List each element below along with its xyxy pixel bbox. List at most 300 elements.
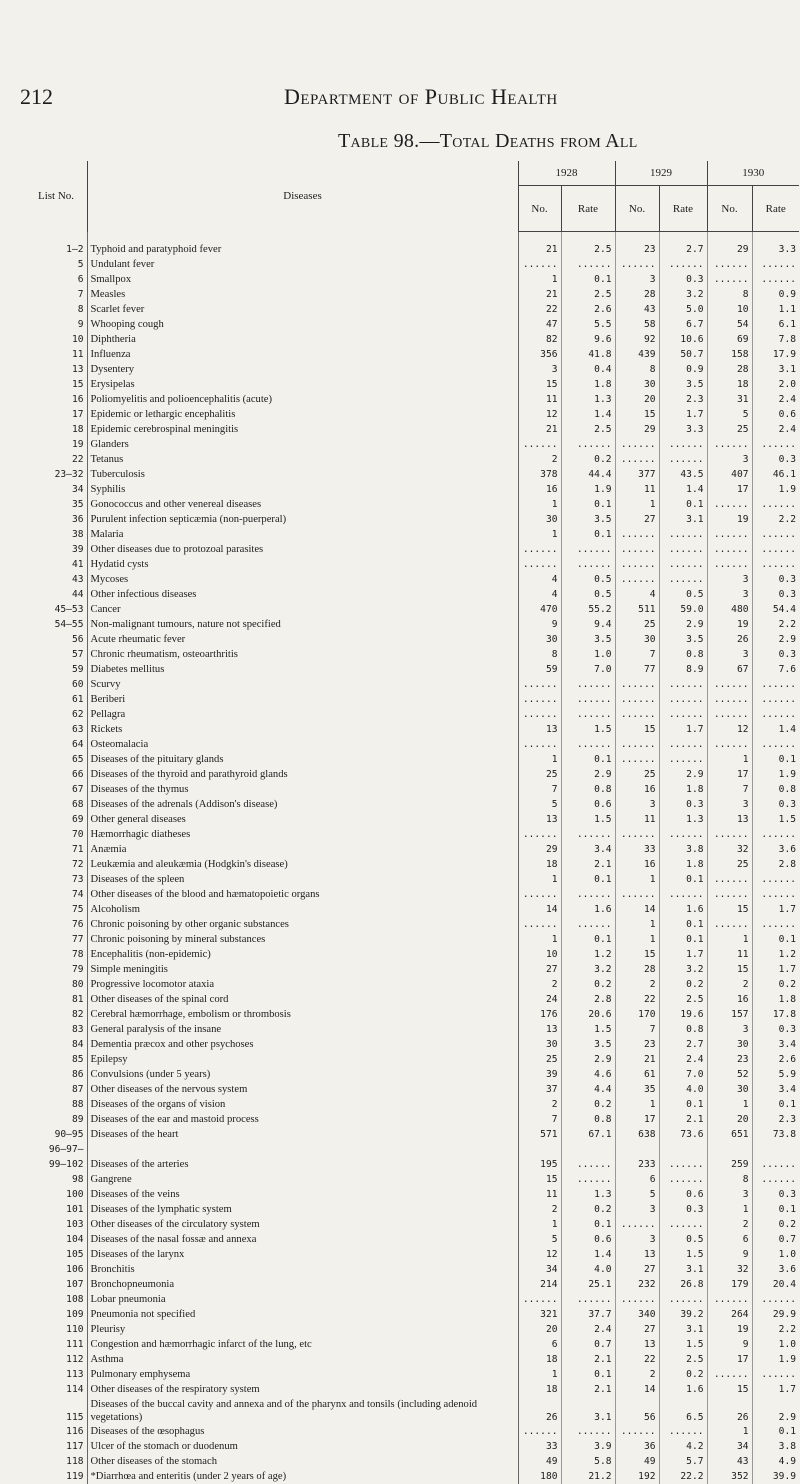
death-rate: 2.9 [561, 767, 615, 782]
deaths-count: 14 [518, 902, 561, 917]
death-rate: 3.8 [659, 842, 707, 857]
table-row [18, 827, 799, 842]
disease-name: Convulsions (under 5 years) [87, 1067, 518, 1082]
death-rate: ...... [561, 707, 615, 722]
death-rate: ...... [659, 1157, 707, 1172]
death-rate: 1.7 [752, 1382, 799, 1397]
deaths-count: 11 [518, 392, 561, 407]
table-row [18, 1157, 799, 1172]
death-rate: 2.9 [659, 617, 707, 632]
deaths-count: 82 [518, 332, 561, 347]
death-rate: 0.1 [561, 527, 615, 542]
deaths-count: 7 [518, 1112, 561, 1127]
deaths-count: 13 [615, 1337, 659, 1352]
death-rate: ...... [659, 557, 707, 572]
death-rate: 1.5 [561, 722, 615, 737]
death-rate: ...... [659, 1292, 707, 1307]
deaths-count: 22 [615, 1352, 659, 1367]
deaths-count: 27 [518, 962, 561, 977]
death-rate: 0.1 [752, 1097, 799, 1112]
death-rate: 21.2 [561, 1469, 615, 1484]
deaths-count: 25 [615, 617, 659, 632]
death-rate: 1.4 [659, 482, 707, 497]
table-row [18, 782, 799, 797]
death-rate: 0.6 [659, 1187, 707, 1202]
death-rate: ...... [752, 707, 799, 722]
deaths-count: 25 [518, 1052, 561, 1067]
death-rate: 2.5 [561, 242, 615, 257]
deaths-count: 58 [615, 317, 659, 332]
deaths-count: 28 [615, 962, 659, 977]
table-row [18, 752, 799, 767]
death-rate: ...... [561, 677, 615, 692]
deaths-count: 1 [707, 1202, 752, 1217]
death-rate: 0.3 [752, 647, 799, 662]
deaths-count: 27 [615, 512, 659, 527]
death-rate: 0.2 [752, 977, 799, 992]
death-rate: 1.5 [659, 1337, 707, 1352]
death-rate: 0.1 [659, 917, 707, 932]
deaths-count: 259 [707, 1157, 752, 1172]
deaths-count: 29 [615, 422, 659, 437]
list-number: 83 [18, 1022, 87, 1037]
death-rate: 1.5 [659, 1247, 707, 1262]
table-row [18, 692, 799, 707]
death-rate: ...... [752, 1367, 799, 1382]
table-row [18, 587, 799, 602]
death-rate: ...... [752, 917, 799, 932]
death-rate: ...... [659, 572, 707, 587]
deaths-count: 39 [518, 1067, 561, 1082]
death-rate: 0.2 [561, 977, 615, 992]
deaths-count: 1 [707, 752, 752, 767]
list-number: 38 [18, 527, 87, 542]
deaths-count: 2 [707, 977, 752, 992]
death-rate: 2.1 [561, 1382, 615, 1397]
deaths-count: 179 [707, 1277, 752, 1292]
deaths-count: 29 [518, 842, 561, 857]
deaths-count: 30 [707, 1037, 752, 1052]
death-rate: ...... [659, 452, 707, 467]
death-rate: 1.5 [561, 812, 615, 827]
deaths-count: 33 [518, 1439, 561, 1454]
death-rate: 0.2 [561, 1097, 615, 1112]
table-row [18, 512, 799, 527]
death-rate: 7.0 [561, 662, 615, 677]
disease-name: Rickets [87, 722, 518, 737]
death-rate: 2.9 [659, 767, 707, 782]
disease-name: Scarlet fever [87, 302, 518, 317]
death-rate [752, 1142, 799, 1157]
death-rate: 17.8 [752, 1007, 799, 1022]
deaths-count: 25 [518, 767, 561, 782]
death-rate: 2.3 [659, 392, 707, 407]
death-rate: 0.9 [752, 287, 799, 302]
deaths-count: 25 [707, 422, 752, 437]
death-rate: 2.6 [752, 1052, 799, 1067]
disease-name: Bronchitis [87, 1262, 518, 1277]
no-header: No. [518, 186, 561, 232]
disease-name: Tetanus [87, 452, 518, 467]
death-rate: 0.1 [561, 1367, 615, 1382]
disease-name: Mycoses [87, 572, 518, 587]
death-rate: 1.9 [752, 482, 799, 497]
deaths-count: 8 [707, 1172, 752, 1187]
death-rate: 0.1 [561, 872, 615, 887]
year-header: 1929 [615, 161, 707, 186]
table-row [18, 1022, 799, 1037]
table-row [18, 497, 799, 512]
table-row [18, 812, 799, 827]
list-number: 113 [18, 1367, 87, 1382]
death-rate: 5.9 [752, 1067, 799, 1082]
death-rate: ...... [561, 737, 615, 752]
disease-name: Diseases of the larynx [87, 1247, 518, 1262]
table-row [18, 257, 799, 272]
list-number: 118 [18, 1454, 87, 1469]
death-rate: 0.8 [659, 647, 707, 662]
disease-name: Smallpox [87, 272, 518, 287]
death-rate: 5.0 [659, 302, 707, 317]
table-row [18, 1424, 799, 1439]
deaths-count: ...... [707, 872, 752, 887]
death-rate: ...... [752, 1172, 799, 1187]
deaths-count: 31 [707, 392, 752, 407]
death-rate: 0.5 [561, 572, 615, 587]
deaths-count: 69 [707, 332, 752, 347]
table-row [18, 572, 799, 587]
deaths-count: ...... [615, 437, 659, 452]
death-rate: 0.3 [659, 272, 707, 287]
death-rate: 2.7 [659, 1037, 707, 1052]
disease-name: Beriberi [87, 692, 518, 707]
death-rate: ...... [561, 1172, 615, 1187]
death-rate: ...... [752, 542, 799, 557]
disease-name: Alcoholism [87, 902, 518, 917]
list-number: 10 [18, 332, 87, 347]
deaths-count: 22 [518, 302, 561, 317]
deaths-count: ...... [615, 1424, 659, 1439]
death-rate: 4.0 [659, 1082, 707, 1097]
death-rate: 4.6 [561, 1067, 615, 1082]
deaths-count [707, 1142, 752, 1157]
death-rate: 3.9 [561, 1439, 615, 1454]
death-rate: ...... [659, 1172, 707, 1187]
disease-name: Purulent infection septicæmia (non-puerperal) [87, 512, 518, 527]
list-number: 81 [18, 992, 87, 1007]
list-number: 86 [18, 1067, 87, 1082]
diseases-header: Diseases [87, 161, 518, 232]
disease-name: Diseases of the spleen [87, 872, 518, 887]
deaths-count: 23 [615, 1037, 659, 1052]
deaths-count: 180 [518, 1469, 561, 1484]
deaths-count: 571 [518, 1127, 561, 1142]
deaths-count: 480 [707, 602, 752, 617]
disease-name: Chronic poisoning by mineral substances [87, 932, 518, 947]
table-row [18, 797, 799, 812]
deaths-count: 7 [615, 1022, 659, 1037]
deaths-count: 15 [615, 407, 659, 422]
deaths-count: ...... [615, 527, 659, 542]
death-rate: 6.1 [752, 317, 799, 332]
year-header: 1928 [518, 161, 615, 186]
table-row [18, 242, 799, 257]
disease-name: Other diseases of the spinal cord [87, 992, 518, 1007]
deaths-count: ...... [518, 542, 561, 557]
deaths-count: 25 [707, 857, 752, 872]
deaths-count: 9 [707, 1247, 752, 1262]
death-rate: 50.7 [659, 347, 707, 362]
list-number: 96–97– [18, 1142, 87, 1157]
death-rate: 9.6 [561, 332, 615, 347]
table-row [18, 662, 799, 677]
list-number: 57 [18, 647, 87, 662]
table-row [18, 617, 799, 632]
deaths-count: 11 [518, 1187, 561, 1202]
deaths-count: ...... [707, 527, 752, 542]
disease-name: Diseases of the veins [87, 1187, 518, 1202]
death-rate: 1.8 [659, 782, 707, 797]
death-rate: ...... [659, 1217, 707, 1232]
disease-name: *Diarrhœa and enteritis (under 2 years of age) [87, 1469, 518, 1484]
deaths-count: ...... [615, 572, 659, 587]
death-rate: 39.2 [659, 1307, 707, 1322]
death-rate: 5.5 [561, 317, 615, 332]
death-rate: 3.3 [659, 422, 707, 437]
death-rate: 55.2 [561, 602, 615, 617]
table-row [18, 647, 799, 662]
deaths-count: 20 [707, 1112, 752, 1127]
deaths-count: ...... [518, 737, 561, 752]
table-row [18, 1397, 799, 1424]
death-rate: ...... [752, 257, 799, 272]
list-number: 19 [18, 437, 87, 452]
death-rate: 2.5 [659, 1352, 707, 1367]
deaths-count: 3 [615, 272, 659, 287]
death-rate: ...... [752, 272, 799, 287]
table-row [18, 467, 799, 482]
deaths-count: 192 [615, 1469, 659, 1484]
list-number: 116 [18, 1424, 87, 1439]
deaths-count: 6 [615, 1172, 659, 1187]
disease-name: Asthma [87, 1352, 518, 1367]
disease-name: Other diseases of the circulatory system [87, 1217, 518, 1232]
death-rate: ...... [752, 527, 799, 542]
deaths-count: 34 [707, 1439, 752, 1454]
deaths-count: 30 [518, 512, 561, 527]
death-rate: 43.5 [659, 467, 707, 482]
deaths-count: 2 [615, 977, 659, 992]
deaths-count: 56 [615, 1397, 659, 1424]
deaths-count: 232 [615, 1277, 659, 1292]
death-rate: 73.8 [752, 1127, 799, 1142]
deaths-count: 6 [707, 1232, 752, 1247]
disease-name: Leukæmia and aleukæmia (Hodgkin's disease) [87, 857, 518, 872]
deaths-count: 18 [518, 1382, 561, 1397]
death-rate: 1.3 [659, 812, 707, 827]
deaths-count: 638 [615, 1127, 659, 1142]
death-rate: 0.1 [561, 752, 615, 767]
disease-name: Cancer [87, 602, 518, 617]
list-number: 7 [18, 287, 87, 302]
deaths-count: ...... [615, 557, 659, 572]
disease-name: Other diseases due to protozoal parasites [87, 542, 518, 557]
death-rate: ...... [752, 677, 799, 692]
deaths-count: 21 [518, 242, 561, 257]
death-rate: 0.1 [659, 872, 707, 887]
death-rate: 1.6 [659, 1382, 707, 1397]
table-row [18, 872, 799, 887]
table-row [18, 932, 799, 947]
deaths-count: 15 [707, 1382, 752, 1397]
deaths-count: 1 [615, 917, 659, 932]
death-rate: 0.1 [659, 1097, 707, 1112]
table-title: Table 98.—Total Deaths from All [338, 130, 638, 153]
death-rate: 2.2 [752, 512, 799, 527]
no-header: No. [615, 186, 659, 232]
table-row [18, 737, 799, 752]
death-rate: 7.6 [752, 662, 799, 677]
disease-name: Bronchopneumonia [87, 1277, 518, 1292]
disease-name: Epilepsy [87, 1052, 518, 1067]
death-rate: 29.9 [752, 1307, 799, 1322]
deaths-count: ...... [615, 1217, 659, 1232]
deaths-count: 1 [518, 1217, 561, 1232]
table-row [18, 857, 799, 872]
disease-name: Lobar pneumonia [87, 1292, 518, 1307]
list-number: 39 [18, 542, 87, 557]
rate-header: Rate [659, 186, 707, 232]
list-number: 114 [18, 1382, 87, 1397]
deaths-count: 6 [518, 1337, 561, 1352]
table-row [18, 1187, 799, 1202]
deaths-count: 1 [518, 272, 561, 287]
deaths-count: ...... [707, 542, 752, 557]
death-rate: 1.4 [561, 1247, 615, 1262]
deaths-count: 511 [615, 602, 659, 617]
deaths-count: ...... [615, 887, 659, 902]
disease-name: Gangrene [87, 1172, 518, 1187]
death-rate: ...... [752, 692, 799, 707]
table-row [18, 1469, 799, 1484]
deaths-count: 28 [615, 287, 659, 302]
list-number: 75 [18, 902, 87, 917]
list-number: 100 [18, 1187, 87, 1202]
disease-name: Pneumonia not specified [87, 1307, 518, 1322]
death-rate: ...... [659, 707, 707, 722]
deaths-count: 32 [707, 1262, 752, 1277]
deaths-count: 13 [707, 812, 752, 827]
death-rate: 2.4 [561, 1322, 615, 1337]
deaths-count: 1 [615, 932, 659, 947]
deaths-count: ...... [707, 272, 752, 287]
list-number: 80 [18, 977, 87, 992]
deaths-count: 77 [615, 662, 659, 677]
deaths-count: 54 [707, 317, 752, 332]
deaths-count: 1 [518, 1367, 561, 1382]
list-number: 23–32 [18, 467, 87, 482]
deaths-count: 377 [615, 467, 659, 482]
deaths-count: ...... [707, 257, 752, 272]
death-rate: 22.2 [659, 1469, 707, 1484]
deaths-count: 26 [707, 632, 752, 647]
deaths-count: 8 [518, 647, 561, 662]
death-rate: ...... [752, 737, 799, 752]
disease-name: Non-malignant tumours, nature not specified [87, 617, 518, 632]
death-rate: 0.7 [561, 1337, 615, 1352]
death-rate: 2.6 [561, 302, 615, 317]
deaths-count: 1 [707, 932, 752, 947]
list-number: 54–55 [18, 617, 87, 632]
table-row [18, 1307, 799, 1322]
disease-name: Acute rheumatic fever [87, 632, 518, 647]
deaths-count: 176 [518, 1007, 561, 1022]
deaths-count: 158 [707, 347, 752, 362]
deaths-count: 16 [615, 782, 659, 797]
disease-name: Diabetes mellitus [87, 662, 518, 677]
deaths-count: 214 [518, 1277, 561, 1292]
deaths-count: 1 [518, 497, 561, 512]
death-rate: 9.4 [561, 617, 615, 632]
table-row [18, 362, 799, 377]
table-row [18, 1097, 799, 1112]
list-number: 109 [18, 1307, 87, 1322]
list-number: 41 [18, 557, 87, 572]
disease-name: Syphilis [87, 482, 518, 497]
deaths-count: 1 [615, 1097, 659, 1112]
table-row [18, 1067, 799, 1082]
deaths-count: 7 [615, 647, 659, 662]
disease-name: Measles [87, 287, 518, 302]
disease-name: Gonococcus and other venereal diseases [87, 497, 518, 512]
death-rate: 2.1 [561, 1352, 615, 1367]
list-number: 13 [18, 362, 87, 377]
deaths-count: 61 [615, 1067, 659, 1082]
death-rate: 3.2 [659, 962, 707, 977]
death-rate: 0.6 [752, 407, 799, 422]
death-rate: 7.8 [752, 332, 799, 347]
death-rate: 1.7 [752, 962, 799, 977]
death-rate: 73.6 [659, 1127, 707, 1142]
deaths-count: 30 [615, 377, 659, 392]
death-rate: ...... [561, 1157, 615, 1172]
deaths-count: ...... [707, 887, 752, 902]
death-rate: 41.8 [561, 347, 615, 362]
death-rate: ...... [561, 437, 615, 452]
death-rate: 3.5 [659, 632, 707, 647]
list-number: 99–102 [18, 1157, 87, 1172]
death-rate: 0.1 [752, 752, 799, 767]
deaths-count: ...... [707, 437, 752, 452]
deaths-count: 378 [518, 467, 561, 482]
table-row [18, 1202, 799, 1217]
table-row [18, 347, 799, 362]
disease-name: Cerebral hæmorrhage, embolism or thrombosis [87, 1007, 518, 1022]
disease-name: Encephalitis (non-epidemic) [87, 947, 518, 962]
death-rate: 0.3 [752, 452, 799, 467]
list-number: 117 [18, 1439, 87, 1454]
table-row [18, 917, 799, 932]
death-rate: 2.1 [659, 1112, 707, 1127]
death-rate: 1.6 [561, 902, 615, 917]
death-rate: 1.1 [752, 302, 799, 317]
deaths-count: ...... [518, 887, 561, 902]
death-rate: 3.8 [752, 1439, 799, 1454]
death-rate: 1.0 [752, 1337, 799, 1352]
death-rate: 3.3 [752, 242, 799, 257]
table-row [18, 632, 799, 647]
disease-name: Dysentery [87, 362, 518, 377]
